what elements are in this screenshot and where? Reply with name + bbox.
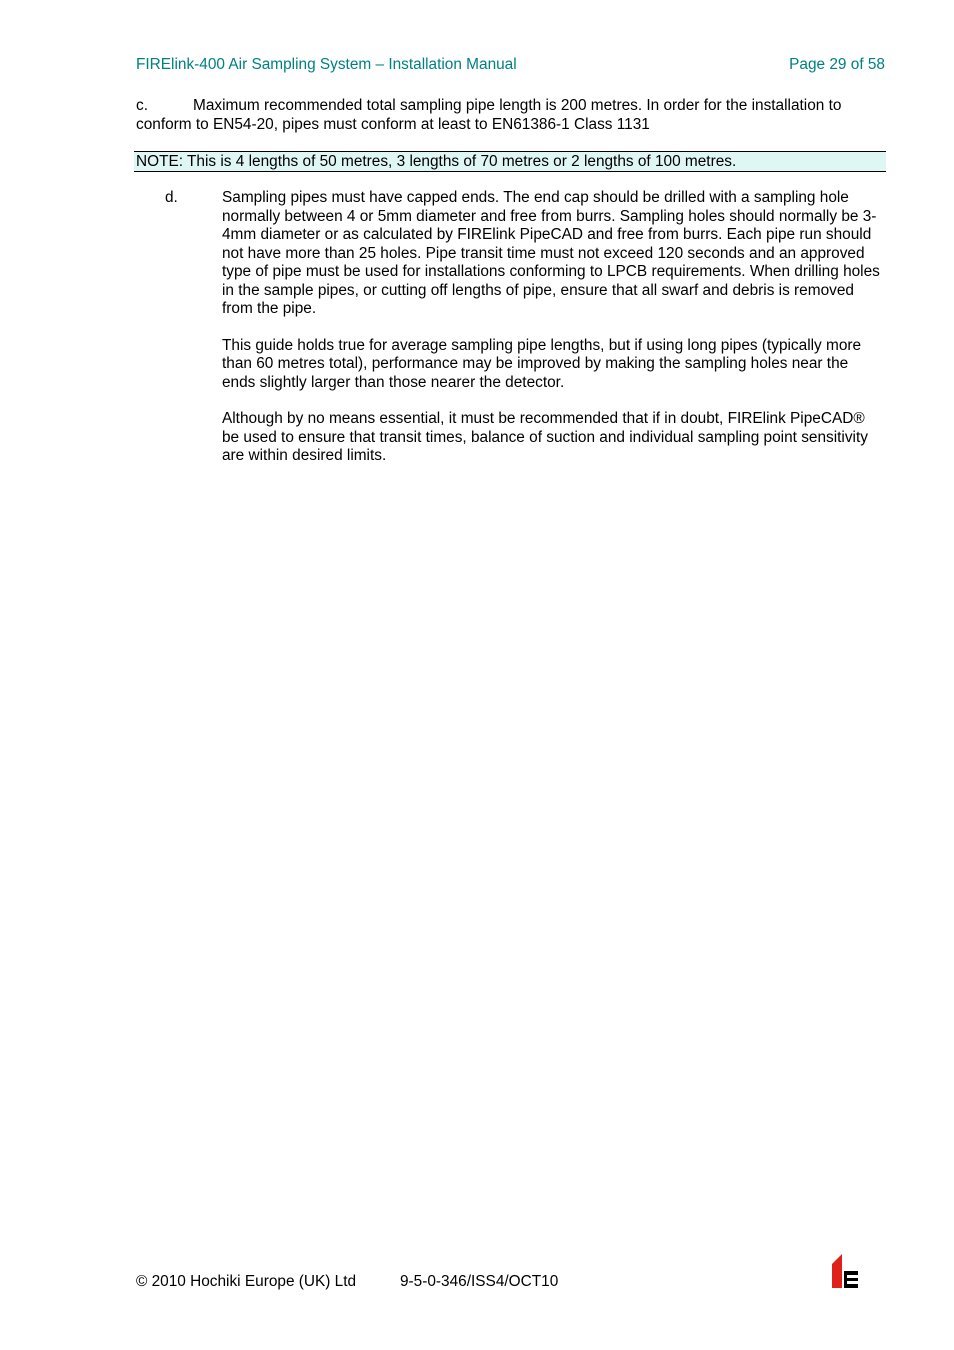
page-footer — [136, 1273, 876, 1295]
page-number: Page 29 of 58 — [789, 56, 885, 73]
document-code: 9-5-0-346/ISS4/OCT10 — [400, 1273, 559, 1290]
note-box — [134, 151, 886, 172]
paragraph: Although by no means essential, it must be recommended that if in doubt, FIRElink PipeCAD® be used to ensure that transit times, balance of suction and individual sampling point sensitivity are within desired limits. — [222, 410, 868, 464]
note-text: NOTE: This is 4 lengths of 50 metres, 3 lengths of 70 metres or 2 lengths of 100 metres. — [136, 153, 737, 170]
page-header — [136, 56, 885, 76]
copyright-text: © 2010 Hochiki Europe (UK) Ltd — [136, 1273, 357, 1290]
hochiki-logo-icon — [832, 1254, 860, 1288]
list-label-c: c. — [136, 97, 148, 114]
list-body-d — [222, 189, 884, 484]
paragraph: This guide holds true for average sampling pipe lengths, but if using long pipes (typically more than 60 metres total), performance may be improved by making the sampling holes near the ends slightly larger than those nearer the detector. — [222, 336, 862, 391]
list-item-c — [136, 97, 886, 134]
list-text-c: Maximum recommended total sampling pipe length is 200 metres. In order for the installation to conform to EN54-20, pipes must conform at least to EN61386-1 Class 1131 — [136, 97, 842, 133]
paragraph: Sampling pipes must have capped ends. The end cap should be drilled with a sampling hole normally between 4 or 5mm diameter and free from burrs. Sampling holes should normally be 3-4mm diameter or as calculated by FIRElink PipeCAD and free from burrs. Each pipe run should not have more than 25 holes. Pipe transit time must not exceed 120 seconds and an approved type of pipe must be used for installations conforming to LPCB requirements. When drilling holes in the sample pipes, or cutting off lengths of pipe, ensure that all swarf and debris is removed from the pipe. — [222, 189, 880, 317]
document-title: FIRElink-400 Air Sampling System – Installation Manual — [136, 56, 517, 73]
list-label-d: d. — [165, 189, 178, 206]
